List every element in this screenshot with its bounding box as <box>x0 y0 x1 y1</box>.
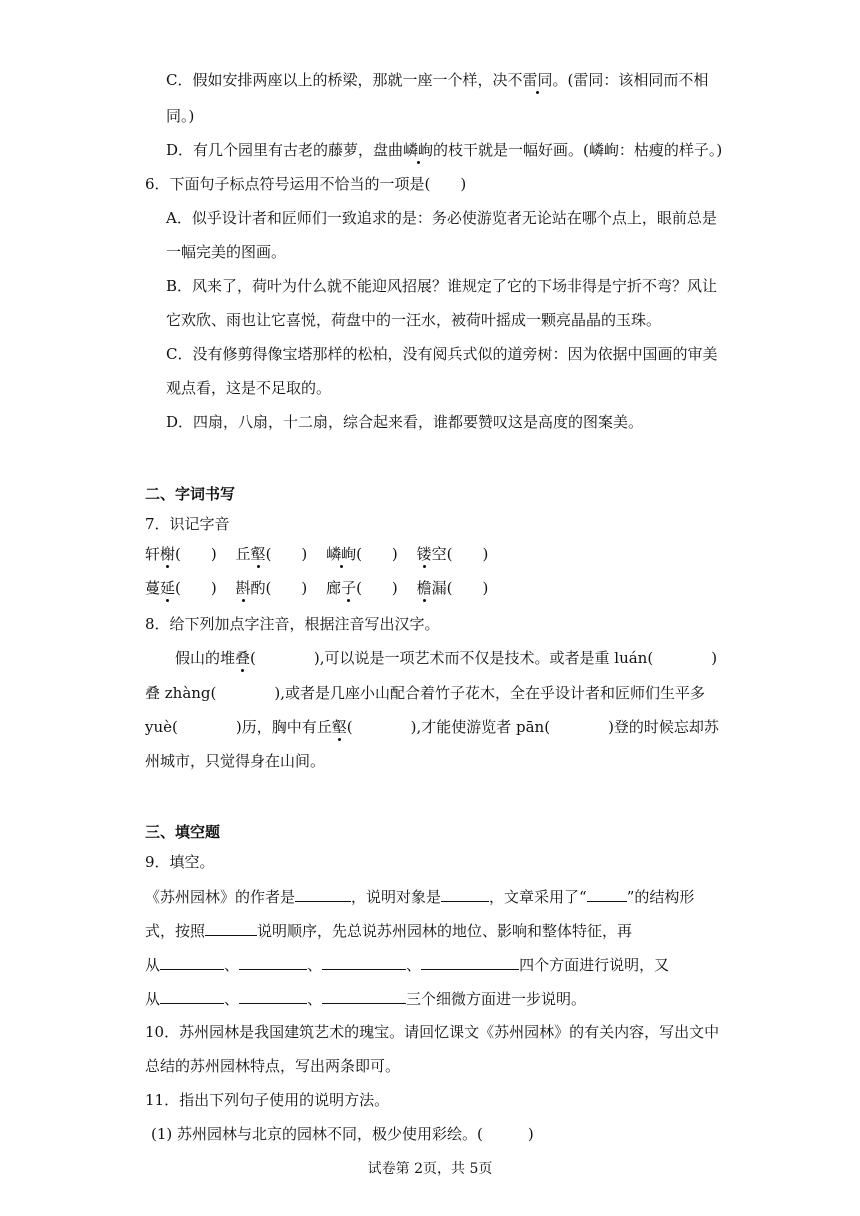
q6-stem: 6．下面句子标点符号运用不恰当的一项是( ) <box>145 175 467 193</box>
page-footer: 试卷第 2页，共 5页 <box>367 1161 493 1177</box>
q6-option-b-line2: 它欢欣、雨也让它喜悦，荷盘中的一汪水，被荷叶摇成一颗亮晶晶的玉珠。 <box>166 311 662 329</box>
q6-option-c-line2: 观点看，这是不足取的。 <box>166 379 332 397</box>
q6-option-a-line2: 一幅完美的图画。 <box>166 243 287 261</box>
q8-passage-line3: yuè( )历，胸中有丘壑( ),才能使游览者 pān( )登的时候忘却苏 <box>145 718 719 736</box>
q8-passage-line4: 州城市，只觉得身在山间。 <box>145 752 326 770</box>
q6-option-a-line1: A．似乎设计者和匠师们一致追求的是：务必使游览者无论站在哪个点上，眼前总是 <box>166 209 717 227</box>
fill-blank[interactable] <box>322 954 406 970</box>
fill-blank[interactable] <box>160 988 224 1004</box>
pinyin-item: 丘壑( ) <box>235 545 308 563</box>
q11-item-1: (1) 苏州园林与北京的园林不同，极少使用彩绘。( ) <box>151 1125 534 1143</box>
q9-line1: 《苏州园林》的作者是 ，说明对象是 ，文章采用了“ ”的结构形 <box>145 888 695 906</box>
pinyin-item: 轩榭( ) <box>145 545 217 563</box>
q9-line3: 从 、 、 、 四个方面进行说明，又 <box>145 956 670 974</box>
fill-blank[interactable] <box>587 886 627 902</box>
fill-blank[interactable] <box>239 954 307 970</box>
q7-stem: 7．识记字音 <box>145 515 230 533</box>
q8-passage-line2: 叠 zhàng( ),或者是几座小山配合着竹子花木，全在乎设计者和匠师们生平多 <box>145 684 706 702</box>
q7-row-1 <box>145 544 488 564</box>
fill-blank[interactable] <box>322 988 406 1004</box>
fill-blank[interactable] <box>239 988 307 1004</box>
emphasis-dot-text: 雷同 <box>522 71 553 89</box>
fill-blank[interactable] <box>441 886 489 902</box>
pinyin-item: 镂空( ) <box>416 545 489 563</box>
q10-line1: 10．苏州园林是我国建筑艺术的瑰宝。请回忆课文《苏州园林》的有关内容，写出文中 <box>145 1023 720 1041</box>
fill-blank[interactable] <box>421 954 519 970</box>
q9-line2: 式，按照 说明顺序，先总说苏州园林的地位、影响和整体特征，再 <box>145 922 633 940</box>
q5-option-c-line2: 同。) <box>166 107 195 125</box>
q8-passage-line1: 假山的堆叠( ),可以说是一项艺术而不仅是技术。或者是重 luán( ) <box>175 649 718 667</box>
q6-option-d: D．四扇，八扇，十二扇，综合起来看，谁都要赞叹这是高度的图案美。 <box>166 413 644 431</box>
q6-option-c-line1: C．没有修剪得像宝塔那样的松柏，没有阅兵式似的道旁树：因为依据中国画的审美 <box>166 345 718 363</box>
q5-option-d: D．有几个园里有古老的藤萝，盘曲嶙峋的枝干就是一幅好画。(嶙峋：枯瘦的样子。) <box>166 141 723 159</box>
section-2-title: 二、字词书写 <box>145 485 236 503</box>
q8-stem: 8．给下列加点字注音，根据注音写出汉字。 <box>145 615 440 633</box>
emphasis-dot-text: 嶙峋 <box>403 141 434 159</box>
q9-line4: 从 、 、 三个细微方面进一步说明。 <box>145 990 587 1008</box>
pinyin-item: 斟酌( ) <box>235 579 308 597</box>
fill-blank[interactable] <box>205 920 257 936</box>
section-3-title: 三、填空题 <box>145 823 221 841</box>
q10-line2: 总结的苏州园林特点，写出两条即可。 <box>145 1057 401 1075</box>
pinyin-item: 檐漏( ) <box>416 579 489 597</box>
fill-blank[interactable] <box>160 954 224 970</box>
q6-option-b-line1: B．风来了，荷叶为什么就不能迎风招展？谁规定了它的下场非得是宁折不弯？风让 <box>166 277 718 295</box>
q9-stem: 9．填空。 <box>145 853 215 871</box>
q5-option-c-line1: C．假如安排两座以上的桥梁，那就一座一个样，决不雷同。(雷同：该相同而不相 <box>166 71 709 89</box>
q7-row-2 <box>145 578 488 598</box>
pinyin-item: 嶙峋( ) <box>326 545 398 563</box>
pinyin-item: 廊子( ) <box>326 579 398 597</box>
fill-blank[interactable] <box>295 886 351 902</box>
q11-stem: 11．指出下列句子使用的说明方法。 <box>145 1091 390 1109</box>
pinyin-item: 蔓延( ) <box>145 579 217 597</box>
